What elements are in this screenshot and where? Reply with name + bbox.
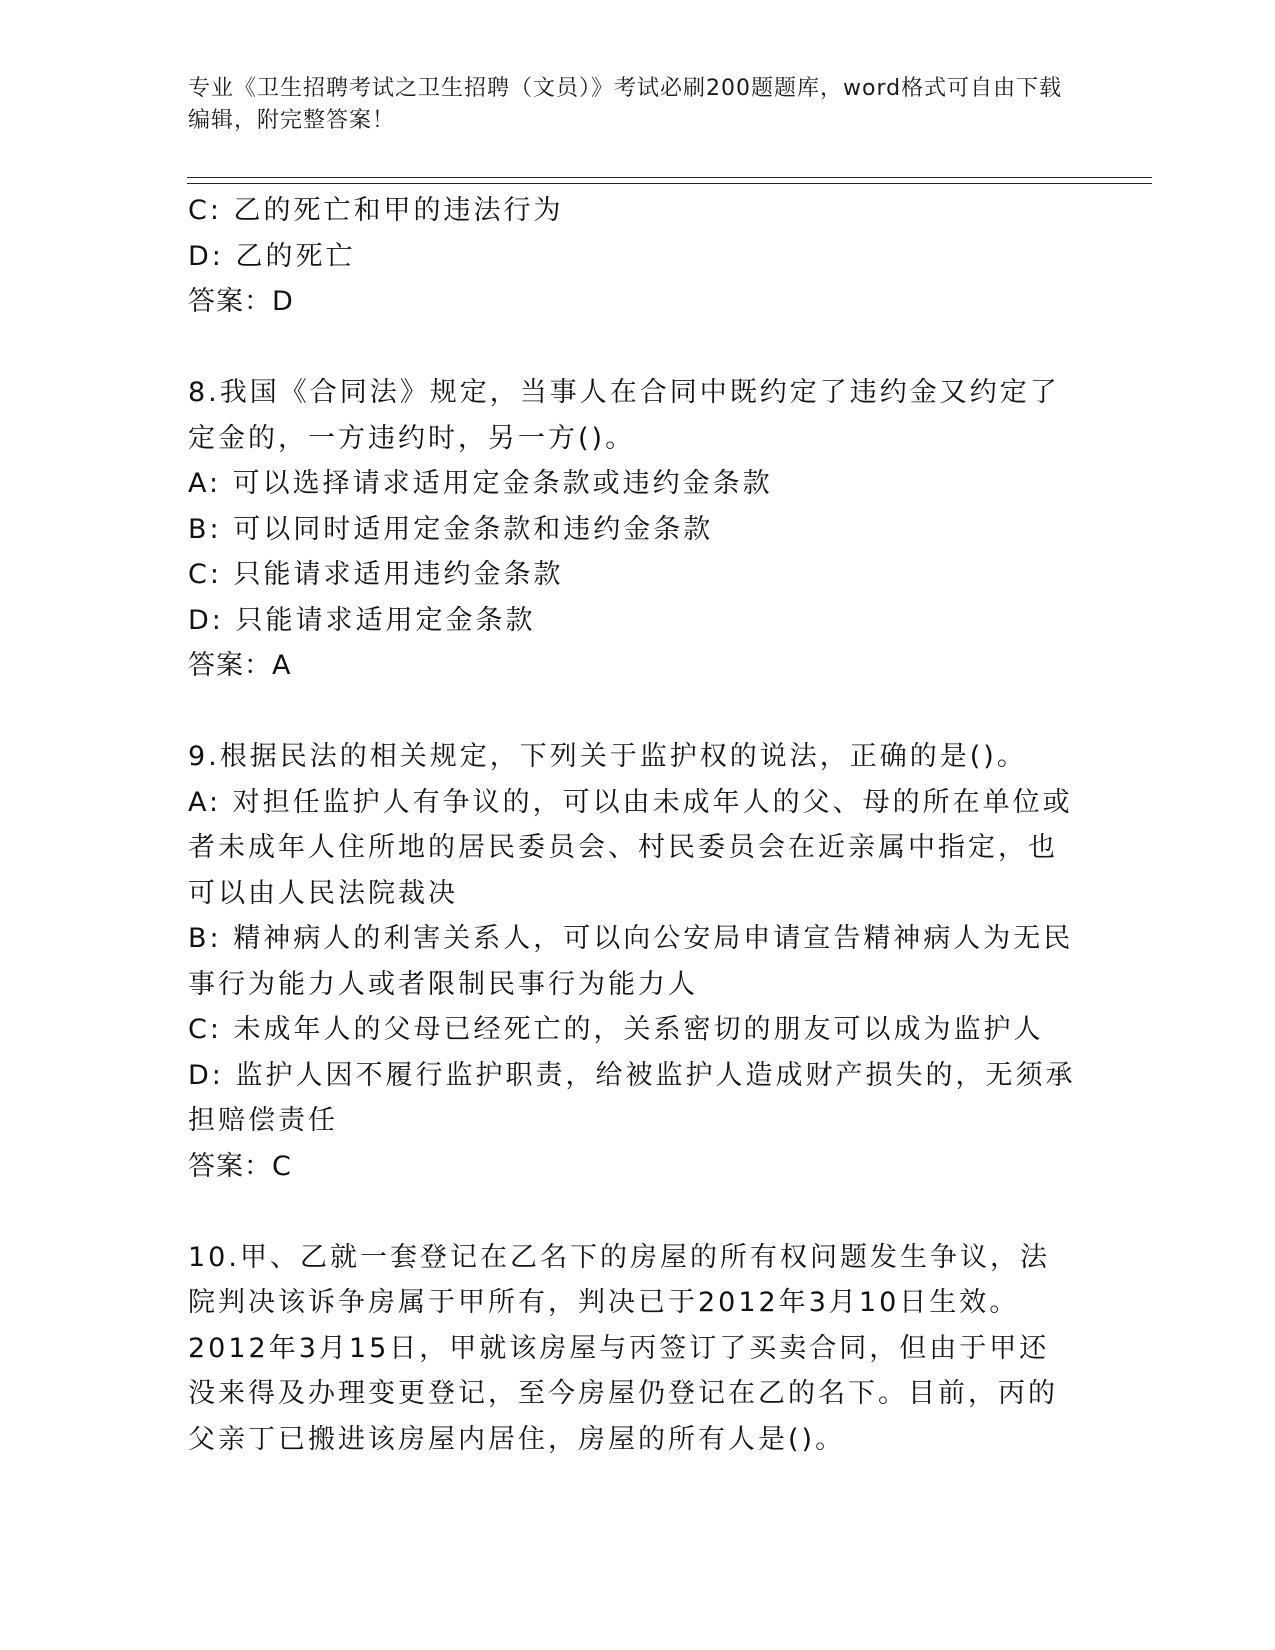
question-8-answer: 答案：A (188, 650, 292, 681)
document-header: 专业《卫生招聘考试之卫生招聘（文员）》考试必刷200题题库，word格式可自由下载编辑，附完整答案！ (188, 76, 1063, 133)
spacer (188, 1189, 1088, 1235)
question-8-option-b: B: 可以同时适用定金条款和违约金条款 (188, 513, 714, 545)
question-8-option-a: A: 可以选择请求适用定金条款或违约金条款 (188, 468, 773, 499)
option-c: C: 乙的死亡和甲的违法行为 (188, 195, 564, 226)
question-8-option-c: C: 只能请求适用违约金条款 (188, 559, 564, 590)
question-9-option-a: A: 对担任监护人有争议的，可以由未成年人的父、母的所在单位或者未成年人住所地的居民委员会、村民委员会在近亲属中指定，也可以由人民法院裁决 (188, 786, 1073, 909)
question-9-answer: 答案：C (188, 1150, 292, 1182)
answer-line: 答案：D (188, 286, 294, 317)
option-d: D: 乙的死亡 (188, 240, 356, 272)
question-8-stem: 8.我国《合同法》规定，当事人在合同中既约定了违约金又约定了定金的，一方违约时，另一方()。 (188, 377, 1060, 454)
document-body (188, 188, 1088, 1462)
spacer (188, 325, 1088, 371)
question-9-option-d: D: 监护人因不履行监护职责，给被监护人造成财产损失的，无须承担赔偿责任 (188, 1059, 1076, 1136)
question-10-stem: 10.甲、乙就一套登记在乙名下的房屋的所有权问题发生争议，法院判决该诉争房属于甲所有，判决已于2012年3月10日生效。2012年3月15日，甲就该房屋与丙签订了买卖合同，但由于甲还没来得及办理变更登记，至今房屋仍登记在乙的名下。目前，丙的父亲丁已搬进该房屋内居住，房屋的所有人是()。 (188, 1241, 1058, 1455)
question-8-option-d: D: 只能请求适用定金条款 (188, 604, 536, 636)
question-9-stem: 9.根据民法的相关规定，下列关于监护权的说法，正确的是()。 (188, 741, 1027, 772)
question-9-option-c: C: 未成年人的父母已经死亡的，关系密切的朋友可以成为监护人 (188, 1014, 1044, 1045)
header-divider (187, 177, 1152, 184)
spacer (188, 689, 1088, 735)
question-9-option-b: B: 精神病人的利害关系人，可以向公安局申请宣告精神病人为无民事行为能力人或者限制民事行为能力人 (188, 923, 1074, 1000)
